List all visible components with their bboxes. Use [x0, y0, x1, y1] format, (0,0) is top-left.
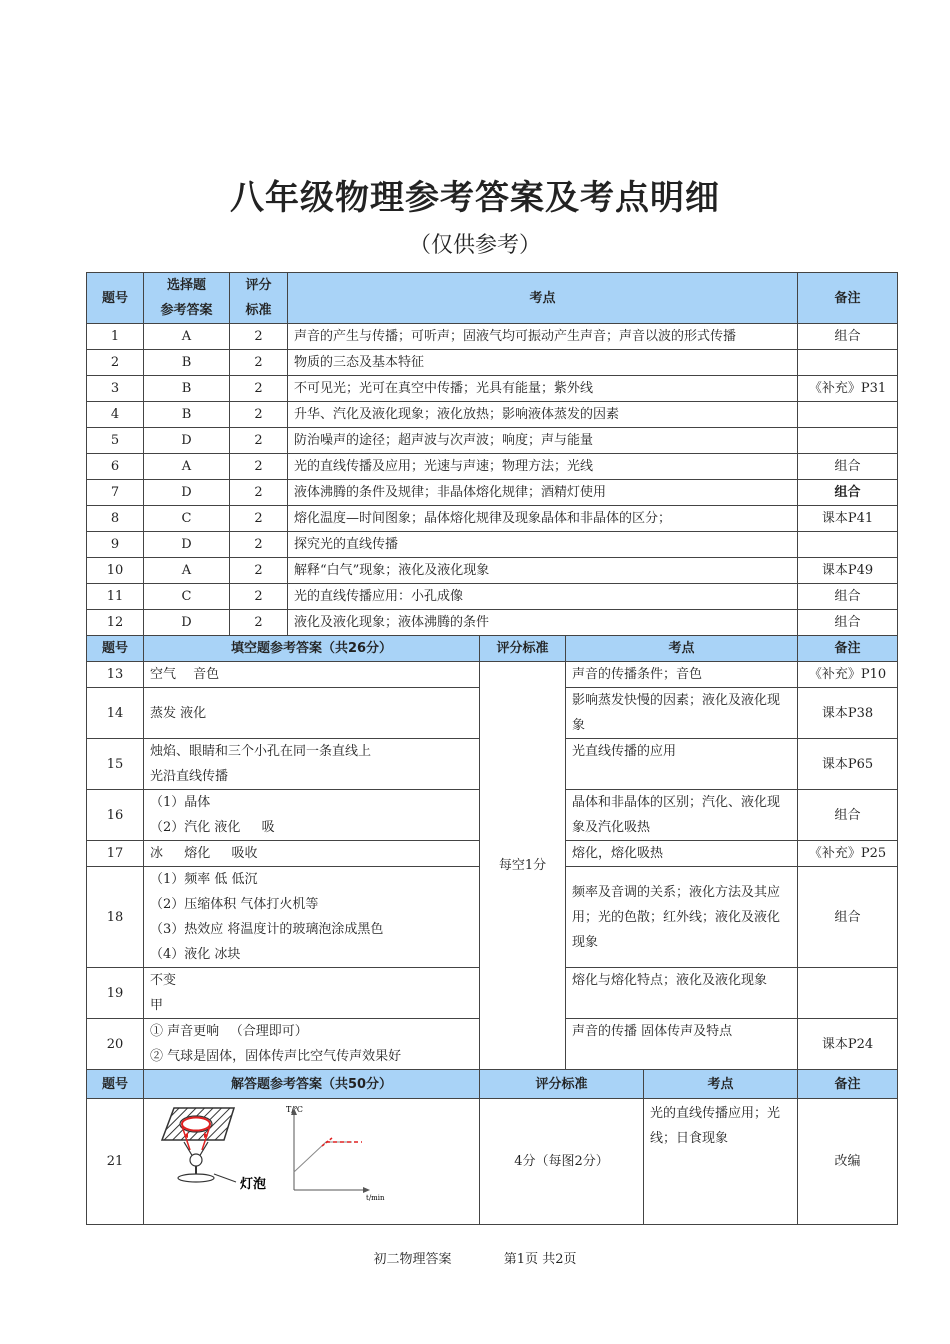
row-score: 4分（每图2分）	[480, 1099, 644, 1225]
row-note: 组合	[798, 480, 898, 506]
row-note	[798, 350, 898, 376]
mc-row	[87, 610, 898, 636]
answer-line: 冰 熔化 吸收	[150, 846, 258, 861]
mc-row	[87, 558, 898, 584]
row-answer	[144, 867, 480, 968]
row-num: 1	[87, 324, 144, 350]
row-answer: B	[144, 402, 230, 428]
row-num: 10	[87, 558, 144, 584]
footer-page: 第1页 共2页	[503, 1252, 577, 1267]
mc-row	[87, 428, 898, 454]
row-answer: B	[144, 376, 230, 402]
row-points: 频率及音调的关系；液化方法及其应用；光的色散；红外线；液化及液化现象	[566, 867, 798, 968]
row-points: 光的直线传播应用；光线；日食现象	[644, 1099, 798, 1225]
graph-x-label: t/min	[366, 1193, 385, 1202]
header-num: 题号	[87, 273, 144, 324]
row-points: 物质的三态及基本特征	[288, 350, 798, 376]
row-points: 解释“白气”现象；液化及液化现象	[288, 558, 798, 584]
answer-line: 烛焰、眼睛和三个小孔在同一条直线上	[150, 744, 372, 759]
mc-row	[87, 402, 898, 428]
solve-header-row	[87, 1070, 898, 1099]
row-points: 声音的传播条件；音色	[566, 662, 798, 688]
row-points: 不可见光；光可在真空中传播；光具有能量；紫外线	[288, 376, 798, 402]
solve-header-num: 题号	[87, 1070, 144, 1099]
answer-line: 蒸发 液化	[150, 705, 207, 721]
row-note: 《补充》P25	[798, 841, 898, 867]
row-score: 2	[230, 610, 288, 636]
fill-header-score: 评分标准	[480, 636, 566, 662]
row-points: 光的直线传播应用：小孔成像	[288, 584, 798, 610]
mc-row	[87, 480, 898, 506]
row-points: 光的直线传播及应用；光速与声速；物理方法；光线	[288, 454, 798, 480]
solve-row	[87, 1099, 898, 1225]
row-num: 3	[87, 376, 144, 402]
mc-row	[87, 376, 898, 402]
row-answer: C	[144, 584, 230, 610]
row-points: 升华、汽化及液化现象；液化放热；影响液体蒸发的因素	[288, 402, 798, 428]
mc-row	[87, 584, 898, 610]
row-note	[798, 532, 898, 558]
row-answer: A	[144, 558, 230, 584]
row-answer: D	[144, 532, 230, 558]
row-note	[798, 428, 898, 454]
row-num: 13	[87, 662, 144, 688]
row-answer	[144, 739, 480, 790]
answer-figure	[144, 1100, 478, 1224]
row-note: 组合	[798, 454, 898, 480]
row-points: 声音的产生与传播；可听声；固液气均可振动产生声音；声音以波的形式传播	[288, 324, 798, 350]
answer-line: 不变	[150, 973, 177, 988]
solve-header-answer: 解答题参考答案（共50分）	[144, 1070, 480, 1099]
row-score: 2	[230, 532, 288, 558]
bulb-icon	[190, 1154, 202, 1166]
row-score: 2	[230, 350, 288, 376]
row-answer	[144, 968, 480, 1019]
lamp-base	[178, 1174, 214, 1182]
answer-line: （1）频率 低 低沉	[150, 872, 258, 887]
row-answer: B	[144, 350, 230, 376]
row-num: 20	[87, 1019, 144, 1070]
answer-line: 空气 音色	[150, 667, 220, 682]
row-num: 14	[87, 688, 144, 739]
row-note	[798, 402, 898, 428]
row-points: 熔化，熔化吸热	[566, 841, 798, 867]
row-num: 12	[87, 610, 144, 636]
answer-line: （4）液化 冰块	[150, 947, 241, 962]
row-answer	[144, 1019, 480, 1070]
row-answer	[144, 790, 480, 841]
row-note: 课本P24	[798, 1019, 898, 1070]
row-num: 21	[87, 1099, 144, 1225]
row-num: 7	[87, 480, 144, 506]
row-note: 课本P38	[798, 688, 898, 739]
row-score: 2	[230, 558, 288, 584]
row-points: 探究光的直线传播	[288, 532, 798, 558]
solve-header-score: 评分标准	[480, 1070, 644, 1099]
graph-curve	[294, 1142, 352, 1172]
row-points: 熔化温度—时间图象；晶体熔化规律及现象晶体和非晶体的区分；	[288, 506, 798, 532]
row-answer	[144, 662, 480, 688]
row-points: 光直线传播的应用	[566, 739, 798, 790]
row-score: 2	[230, 428, 288, 454]
mc-row	[87, 324, 898, 350]
temperature-graph	[286, 1105, 385, 1202]
mc-header-row	[87, 273, 898, 324]
row-answer: D	[144, 610, 230, 636]
row-answer: D	[144, 480, 230, 506]
row-points: 声音的传播 固体传声及特点	[566, 1019, 798, 1070]
row-points: 液化及液化现象；液体沸腾的条件	[288, 610, 798, 636]
page-title: 八年级物理参考答案及考点明细	[230, 178, 720, 218]
row-answer-figure	[144, 1099, 480, 1225]
row-note: 组合	[798, 867, 898, 968]
row-note: 课本P41	[798, 506, 898, 532]
header-score: 评分 标准	[230, 273, 288, 324]
fill-header-num: 题号	[87, 636, 144, 662]
row-answer	[144, 841, 480, 867]
row-num: 18	[87, 867, 144, 968]
fill-header-note: 备注	[798, 636, 898, 662]
row-score: 2	[230, 480, 288, 506]
lamp-diagram	[162, 1108, 266, 1192]
row-note: 组合	[798, 610, 898, 636]
answer-line: （1）晶体	[150, 795, 211, 810]
row-num: 4	[87, 402, 144, 428]
header-answer: 选择题 参考答案	[144, 273, 230, 324]
row-note: 组合	[798, 790, 898, 841]
row-num: 16	[87, 790, 144, 841]
row-points: 晶体和非晶体的区别；汽化、液化现象及汽化吸热	[566, 790, 798, 841]
answer-table	[86, 272, 898, 1225]
page-footer	[0, 1248, 950, 1267]
footer-left: 初二物理答案	[373, 1252, 452, 1267]
fill-row	[87, 662, 898, 688]
row-points: 熔化与熔化特点；液化及液化现象	[566, 968, 798, 1019]
row-num: 11	[87, 584, 144, 610]
solve-header-note: 备注	[798, 1070, 898, 1099]
answer-line: ① 声音更响 （合理即可）	[150, 1024, 308, 1039]
answer-line: 光沿直线传播	[150, 769, 229, 784]
row-note: 组合	[798, 584, 898, 610]
row-answer: A	[144, 324, 230, 350]
row-points: 液体沸腾的条件及规律；非晶体熔化规律；酒精灯使用	[288, 480, 798, 506]
answer-line: （2）压缩体积 气体打火机等	[150, 897, 319, 912]
header-points: 考点	[288, 273, 798, 324]
row-num: 9	[87, 532, 144, 558]
row-points: 防治噪声的途径；超声波与次声波；响度；声与能量	[288, 428, 798, 454]
solve-header-points: 考点	[644, 1070, 798, 1099]
bulb-label: 灯泡	[240, 1176, 267, 1192]
row-score: 2	[230, 506, 288, 532]
row-note: 组合	[798, 324, 898, 350]
row-note: 《补充》P10	[798, 662, 898, 688]
header-note: 备注	[798, 273, 898, 324]
row-num: 5	[87, 428, 144, 454]
row-note: 《补充》P31	[798, 376, 898, 402]
row-score: 2	[230, 584, 288, 610]
row-note: 课本P49	[798, 558, 898, 584]
row-answer: C	[144, 506, 230, 532]
row-score: 2	[230, 402, 288, 428]
row-num: 6	[87, 454, 144, 480]
fill-score: 每空1分	[480, 662, 566, 1070]
mc-row	[87, 454, 898, 480]
row-num: 2	[87, 350, 144, 376]
answer-line: （2）汽化 液化 吸	[150, 820, 275, 835]
row-note: 改编	[798, 1099, 898, 1225]
row-note	[798, 968, 898, 1019]
row-points: 影响蒸发快慢的因素；液化及液化现象	[566, 688, 798, 739]
fill-header-answer: 填空题参考答案（共26分）	[144, 636, 480, 662]
mc-row	[87, 532, 898, 558]
answer-line: 甲	[150, 998, 164, 1013]
graph-y-label: T/℃	[286, 1104, 303, 1114]
mc-row	[87, 506, 898, 532]
row-num: 17	[87, 841, 144, 867]
row-score: 2	[230, 324, 288, 350]
page-subtitle: （仅供参考）	[408, 233, 541, 258]
row-num: 8	[87, 506, 144, 532]
row-score: 2	[230, 376, 288, 402]
row-answer: A	[144, 454, 230, 480]
mc-row	[87, 350, 898, 376]
row-answer: D	[144, 428, 230, 454]
row-score: 2	[230, 454, 288, 480]
answer-line: ② 气球是固体，固体传声比空气传声效果好	[150, 1049, 402, 1064]
row-note: 课本P65	[798, 739, 898, 790]
row-num: 15	[87, 739, 144, 790]
row-num: 19	[87, 968, 144, 1019]
fill-header-row	[87, 636, 898, 662]
answer-line: （3）热效应 将温度计的玻璃泡涂成黑色	[150, 922, 384, 937]
row-answer	[144, 688, 480, 739]
fill-header-points: 考点	[566, 636, 798, 662]
